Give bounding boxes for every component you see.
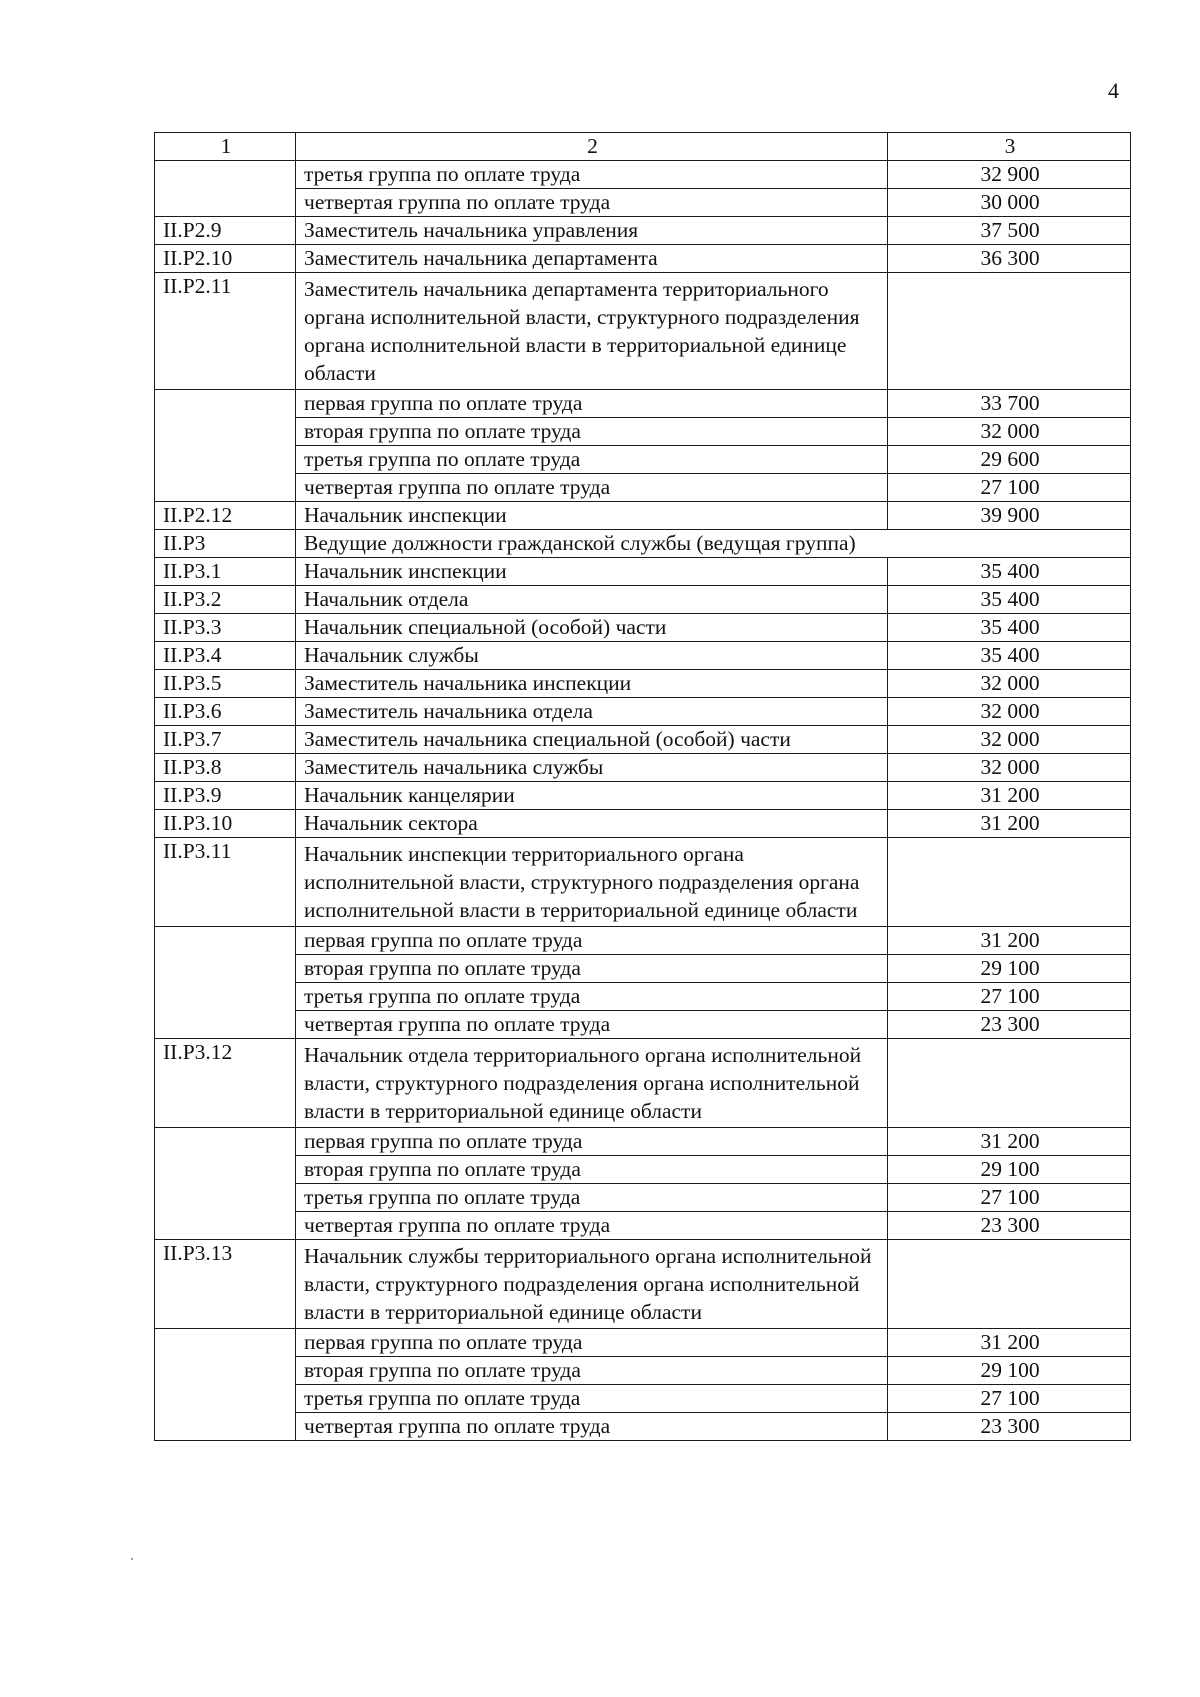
table-row	[155, 245, 1131, 273]
cell-salary	[888, 273, 1131, 390]
cell-code	[155, 1128, 296, 1156]
cell-code: II.P3.5	[155, 670, 296, 698]
cell-position: Начальник канцелярии	[296, 782, 888, 810]
cell-salary: 33 700	[888, 390, 1131, 418]
cell-code	[155, 189, 296, 217]
cell-salary: 30 000	[888, 189, 1131, 217]
cell-position: Заместитель начальника инспекции	[296, 670, 888, 698]
cell-position: вторая группа по оплате труда	[296, 1156, 888, 1184]
cell-salary: 35 400	[888, 614, 1131, 642]
cell-salary: 32 000	[888, 670, 1131, 698]
table-row	[155, 1385, 1131, 1413]
cell-salary: 32 900	[888, 161, 1131, 189]
cell-code: II.P2.12	[155, 502, 296, 530]
cell-position: Заместитель начальника департамента	[296, 245, 888, 273]
cell-code: II.P3.11	[155, 838, 296, 927]
cell-code: II.P3.7	[155, 726, 296, 754]
table-row	[155, 983, 1131, 1011]
cell-position: третья группа по оплате труда	[296, 983, 888, 1011]
cell-position: третья группа по оплате труда	[296, 1385, 888, 1413]
cell-salary: 31 200	[888, 810, 1131, 838]
header-col-2: 2	[296, 133, 888, 161]
cell-salary: 31 200	[888, 1128, 1131, 1156]
table-row	[155, 217, 1131, 245]
cell-code	[155, 1156, 296, 1184]
table-row	[155, 474, 1131, 502]
cell-salary: 32 000	[888, 418, 1131, 446]
cell-position: третья группа по оплате труда	[296, 446, 888, 474]
cell-code	[155, 1184, 296, 1212]
cell-position: четвертая группа по оплате труда	[296, 474, 888, 502]
cell-code	[155, 1011, 296, 1039]
table-row	[155, 726, 1131, 754]
table-row	[155, 698, 1131, 726]
cell-position: Заместитель начальника службы	[296, 754, 888, 782]
cell-salary	[888, 838, 1131, 927]
table-row	[155, 838, 1131, 927]
cell-code	[155, 446, 296, 474]
cell-position: Начальник инспекции территориального органа исполнительной власти, структурного подразделения органа исполнительной власти в территориальной единице области	[296, 838, 888, 927]
cell-salary: 32 000	[888, 698, 1131, 726]
cell-position: Заместитель начальника управления	[296, 217, 888, 245]
cell-code: II.P3.1	[155, 558, 296, 586]
table-row	[155, 1413, 1131, 1441]
cell-position: вторая группа по оплате труда	[296, 418, 888, 446]
cell-code	[155, 983, 296, 1011]
cell-salary: 39 900	[888, 502, 1131, 530]
cell-salary	[888, 1039, 1131, 1128]
cell-position: Начальник инспекции	[296, 558, 888, 586]
table-row	[155, 586, 1131, 614]
cell-position: Заместитель начальника департамента территориального органа исполнительной власти, структурного подразделения органа исполнительной власти в территориальной единице области	[296, 273, 888, 390]
cell-position: четвертая группа по оплате труда	[296, 189, 888, 217]
salary-table-body	[155, 133, 1131, 1441]
table-row	[155, 1329, 1131, 1357]
cell-salary: 27 100	[888, 1385, 1131, 1413]
cell-code: II.P3.2	[155, 586, 296, 614]
cell-position: третья группа по оплате труда	[296, 1184, 888, 1212]
cell-position: Начальник сектора	[296, 810, 888, 838]
table-row	[155, 1184, 1131, 1212]
cell-salary: 29 100	[888, 1156, 1131, 1184]
table-row	[155, 502, 1131, 530]
table-row	[155, 670, 1131, 698]
cell-salary: 32 000	[888, 726, 1131, 754]
table-row	[155, 1039, 1131, 1128]
cell-position: третья группа по оплате труда	[296, 161, 888, 189]
cell-code	[155, 161, 296, 189]
cell-code: II.P3.9	[155, 782, 296, 810]
cell-salary: 31 200	[888, 782, 1131, 810]
cell-position: вторая группа по оплате труда	[296, 955, 888, 983]
cell-position: первая группа по оплате труда	[296, 1329, 888, 1357]
table-row	[155, 161, 1131, 189]
cell-code	[155, 1357, 296, 1385]
cell-position: первая группа по оплате труда	[296, 390, 888, 418]
cell-position: Начальник инспекции	[296, 502, 888, 530]
cell-position: четвертая группа по оплате труда	[296, 1413, 888, 1441]
cell-code: II.P3	[155, 530, 296, 558]
cell-salary: 27 100	[888, 983, 1131, 1011]
table-row	[155, 1212, 1131, 1240]
cell-code	[155, 1413, 296, 1441]
cell-salary: 27 100	[888, 1184, 1131, 1212]
header-col-1: 1	[155, 133, 296, 161]
cell-salary: 35 400	[888, 558, 1131, 586]
table-row	[155, 642, 1131, 670]
cell-code: II.P2.11	[155, 273, 296, 390]
cell-position: Начальник отдела	[296, 586, 888, 614]
table-row	[155, 1156, 1131, 1184]
cell-salary: 29 100	[888, 955, 1131, 983]
table-row	[155, 530, 1131, 558]
cell-code: II.P2.10	[155, 245, 296, 273]
cell-code: II.P3.3	[155, 614, 296, 642]
table-row	[155, 955, 1131, 983]
cell-code	[155, 474, 296, 502]
cell-salary: 23 300	[888, 1413, 1131, 1441]
cell-position: Заместитель начальника специальной (особой) части	[296, 726, 888, 754]
cell-code: II.P3.12	[155, 1039, 296, 1128]
cell-salary: 37 500	[888, 217, 1131, 245]
cell-section-title: Ведущие должности гражданской службы (ведущая группа)	[296, 530, 1131, 558]
cell-code: II.P3.8	[155, 754, 296, 782]
cell-salary: 23 300	[888, 1212, 1131, 1240]
cell-position: первая группа по оплате труда	[296, 927, 888, 955]
cell-salary: 31 200	[888, 927, 1131, 955]
table-row	[155, 927, 1131, 955]
table-row	[155, 418, 1131, 446]
table-row	[155, 754, 1131, 782]
table-header-row	[155, 133, 1131, 161]
table-row	[155, 558, 1131, 586]
cell-code	[155, 955, 296, 983]
cell-position: четвертая группа по оплате труда	[296, 1212, 888, 1240]
cell-position: Начальник службы	[296, 642, 888, 670]
cell-position: Начальник службы территориального органа исполнительной власти, структурного подразделения органа исполнительной власти в территориальной единице области	[296, 1240, 888, 1329]
scan-speck	[131, 1558, 133, 1560]
cell-salary: 35 400	[888, 586, 1131, 614]
cell-salary: 32 000	[888, 754, 1131, 782]
cell-salary: 31 200	[888, 1329, 1131, 1357]
cell-code	[155, 1212, 296, 1240]
table-row	[155, 390, 1131, 418]
cell-code	[155, 418, 296, 446]
table-row	[155, 189, 1131, 217]
cell-position: четвертая группа по оплате труда	[296, 1011, 888, 1039]
cell-position: первая группа по оплате труда	[296, 1128, 888, 1156]
cell-code: II.P3.13	[155, 1240, 296, 1329]
cell-salary: 27 100	[888, 474, 1131, 502]
cell-code: II.P3.10	[155, 810, 296, 838]
table-row	[155, 782, 1131, 810]
cell-salary	[888, 1240, 1131, 1329]
cell-code: II.P3.6	[155, 698, 296, 726]
cell-code	[155, 1385, 296, 1413]
cell-salary: 29 100	[888, 1357, 1131, 1385]
cell-salary: 23 300	[888, 1011, 1131, 1039]
table-row	[155, 1128, 1131, 1156]
cell-code: II.P3.4	[155, 642, 296, 670]
table-row	[155, 446, 1131, 474]
cell-position: Заместитель начальника отдела	[296, 698, 888, 726]
table-row	[155, 1240, 1131, 1329]
cell-salary: 29 600	[888, 446, 1131, 474]
cell-code	[155, 1329, 296, 1357]
cell-code: II.P2.9	[155, 217, 296, 245]
cell-position: Начальник отдела территориального органа исполнительной власти, структурного подразделения органа исполнительной власти в территориальной единице области	[296, 1039, 888, 1128]
page-number: 4	[1108, 78, 1119, 103]
table-row	[155, 1357, 1131, 1385]
table-row	[155, 614, 1131, 642]
cell-position: вторая группа по оплате труда	[296, 1357, 888, 1385]
table-row	[155, 810, 1131, 838]
cell-code	[155, 927, 296, 955]
table-row	[155, 273, 1131, 390]
cell-salary: 35 400	[888, 642, 1131, 670]
cell-code	[155, 390, 296, 418]
table-row	[155, 1011, 1131, 1039]
header-col-3: 3	[888, 133, 1131, 161]
cell-position: Начальник специальной (особой) части	[296, 614, 888, 642]
salary-table	[154, 132, 1131, 1441]
cell-salary: 36 300	[888, 245, 1131, 273]
